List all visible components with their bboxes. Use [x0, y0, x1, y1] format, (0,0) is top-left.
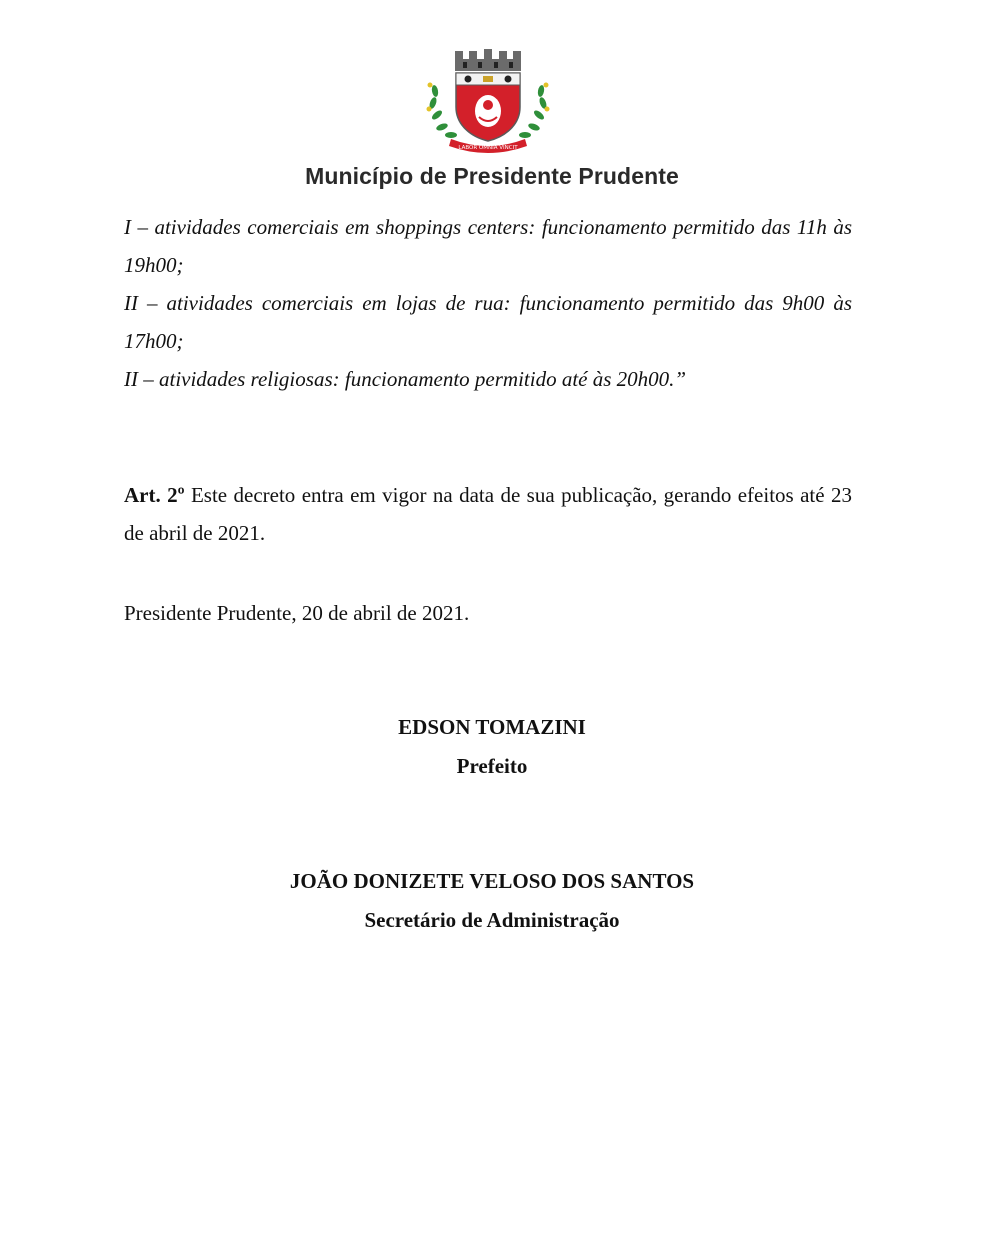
article-2-text: Este decreto entra em vigor na data de sua publicação, gerando efeitos até 23 de abril de 2021.: [124, 483, 852, 545]
municipal-coat-of-arms-icon: [423, 45, 553, 157]
wreath-right: [519, 83, 550, 139]
signatory-name: JOÃO DONIZETE VELOSO DOS SANTOS: [289, 869, 695, 893]
decree-item: I – atividades comerciais em shoppings centers: funcionamento permitido das 11h às 19h00;: [124, 215, 852, 277]
mural-crown: [455, 49, 521, 71]
decree-item: II – atividades religiosas: funcionamento permitido até às 20h00.”: [124, 367, 687, 391]
signatory-name: EDSON TOMAZINI: [398, 715, 586, 739]
municipality-title: Município de Presidente Prudente: [305, 163, 679, 189]
wreath-left: [427, 83, 458, 139]
place-date-line: Presidente Prudente, 20 de abril de 2021.: [124, 601, 470, 625]
article-2-paragraph: [124, 476, 852, 552]
decree-items: [124, 208, 852, 398]
svg-text:LABOR OMNIA VINCIT: LABOR OMNIA VINCIT: [458, 145, 518, 151]
article-2-label: Art. 2º: [124, 483, 185, 507]
article-2: [124, 476, 852, 552]
signatory-role: Prefeito: [456, 754, 528, 778]
signatory-role: Secretário de Administração: [364, 908, 620, 932]
decree-item: II – atividades comerciais em lojas de rua: funcionamento permitido das 9h00 às 17h00;: [124, 291, 852, 353]
